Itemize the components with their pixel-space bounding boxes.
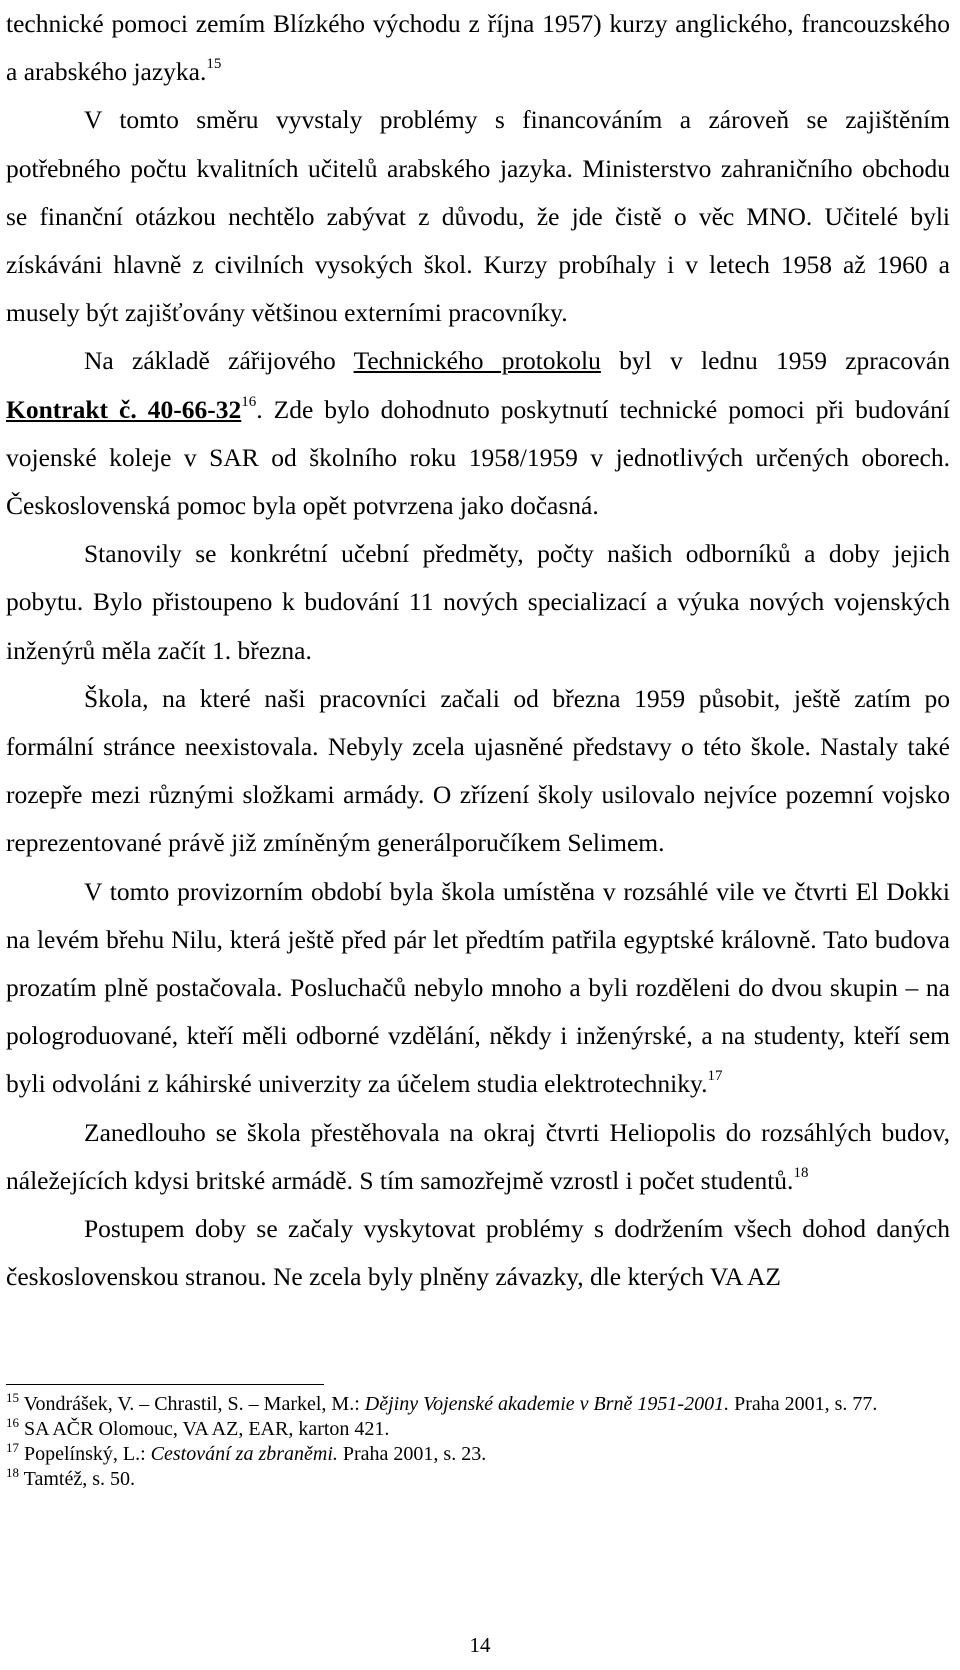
paragraph-text: . Zde bylo dohodnuto poskytnutí technické pomoci při budování vojenské koleje v SAR od školního roku 1958/1959 v jednotlivých určených oborech. Československá pomoc byla opět potvrzena jako dočasná.: [6, 394, 950, 521]
footnote-text: Praha 2001, s. 77.: [729, 1393, 878, 1415]
footnote-text: Tamtéž, s. 50.: [23, 1468, 135, 1490]
footnote-text: Popelínský, L.:: [24, 1443, 151, 1465]
paragraph-text: Škola, na které naši pracovníci začali od března 1959 působit, ještě zatím po formální stránce neexistovala. Nebyly zcela ujasněné představy o této škole. Nastaly také rozepře mezi různými složkami armády. O zřízení školy usilovalo nejvíce pozemní vojsko reprezentované právě již zmíněným generálporučíkem Selimem.: [6, 683, 950, 858]
paragraph-text: technické pomoci zemím Blízkého východu z října 1957) kurzy anglického, francouzského a arabského jazyka.: [6, 9, 950, 87]
footnote-ref-17[interactable]: 17: [707, 1068, 723, 1085]
footnote-number: 18: [6, 1465, 19, 1480]
footnote-title: Cestování za zbraněmi.: [150, 1443, 338, 1465]
footnote-text: Vondrášek, V. – Chrastil, S. – Markel, M.:: [23, 1393, 365, 1415]
paragraph-3: [6, 337, 950, 530]
footnote-ref-18[interactable]: 18: [793, 1164, 809, 1181]
paragraph-text: Na základě zářijového: [84, 346, 354, 376]
body-text: [6, 0, 950, 1301]
paragraph-4: [6, 530, 950, 675]
paragraph-text: byl v lednu 1959 zpracován: [600, 346, 950, 376]
page-number: 14: [469, 1633, 491, 1657]
footnote-text: SA AČR Olomouc, VA AZ, EAR, karton 421.: [24, 1418, 390, 1440]
paragraph-text: Stanovily se konkrétní učební předměty, počty našich odborníků a doby jejich pobytu. Bylo přistoupeno k budování 11 nových specializací a výuka nových vojenských inženýrů měla začít 1. března.: [6, 539, 950, 665]
footnote-16: [6, 1417, 946, 1442]
footnote-separator: [6, 1384, 324, 1385]
paragraph-7: [6, 1109, 950, 1205]
technical-protocol-underlined: Technického protokolu: [353, 346, 601, 376]
footnote-15: [6, 1392, 946, 1417]
contract-number-bold: Kontrakt č. 40-66-32: [6, 394, 242, 424]
footnotes: [6, 1392, 946, 1492]
footnote-number: 16: [6, 1415, 19, 1430]
paragraph-text: V tomto směru vyvstaly problémy s financováním a zároveň se zajištěním potřebného počtu kvalitních učitelů arabského jazyka. Ministerstvo zahraničního obchodu se finanční otázkou nechtělo zabývat z důvodu, že jde čistě o věc MNO. Učitelé byli získáváni hlavně z civilních vysokých škol. Kurzy probíhaly i v letech 1958 až 1960 a musely být zajišťovány většinou externími pracovníky.: [6, 105, 950, 328]
footnote-number: 17: [6, 1440, 19, 1455]
paragraph-text: Postupem doby se začaly vyskytovat problémy s dodržením všech dohod daných československou stranou. Ne zcela byly plněny závazky, dle kterých VA AZ: [6, 1214, 950, 1292]
paragraph-text: Zanedlouho se škola přestěhovala na okraj čtvrti Heliopolis do rozsáhlých budov, náležejících kdysi britské armádě. S tím samozřejmě vzrostl i počet studentů.: [6, 1117, 950, 1195]
footnote-17: [6, 1442, 946, 1467]
paragraph-6: [6, 868, 950, 1109]
footnote-ref-15[interactable]: 15: [206, 56, 222, 73]
paragraph-2: [6, 96, 950, 337]
paragraph-8: [6, 1205, 950, 1301]
footnote-title: Dějiny Vojenské akademie v Brně 1951-2001.: [364, 1393, 730, 1415]
footnote-text: Praha 2001, s. 23.: [337, 1443, 487, 1465]
paragraph-5: [6, 675, 950, 868]
footnote-number: 15: [6, 1390, 19, 1405]
footnote-ref-16[interactable]: 16: [241, 393, 257, 410]
footnote-18: [6, 1467, 946, 1492]
paragraph-1: [6, 0, 950, 96]
paragraph-text: V tomto provizorním období byla škola umístěna v rozsáhlé vile ve čtvrti El Dokki na levém břehu Nilu, která ještě před pár let předtím patřila egyptské královně. Tato budova prozatím plně postačovala. Posluchačů nebylo mnoho a byli rozděleni do dvou skupin – na pologroduované, kteří měli odborné vzdělání, někdy i inženýrské, a na studenty, kteří sem byli odvoláni z káhirské univerzity za účelem studia elektrotechniky.: [6, 876, 950, 1099]
